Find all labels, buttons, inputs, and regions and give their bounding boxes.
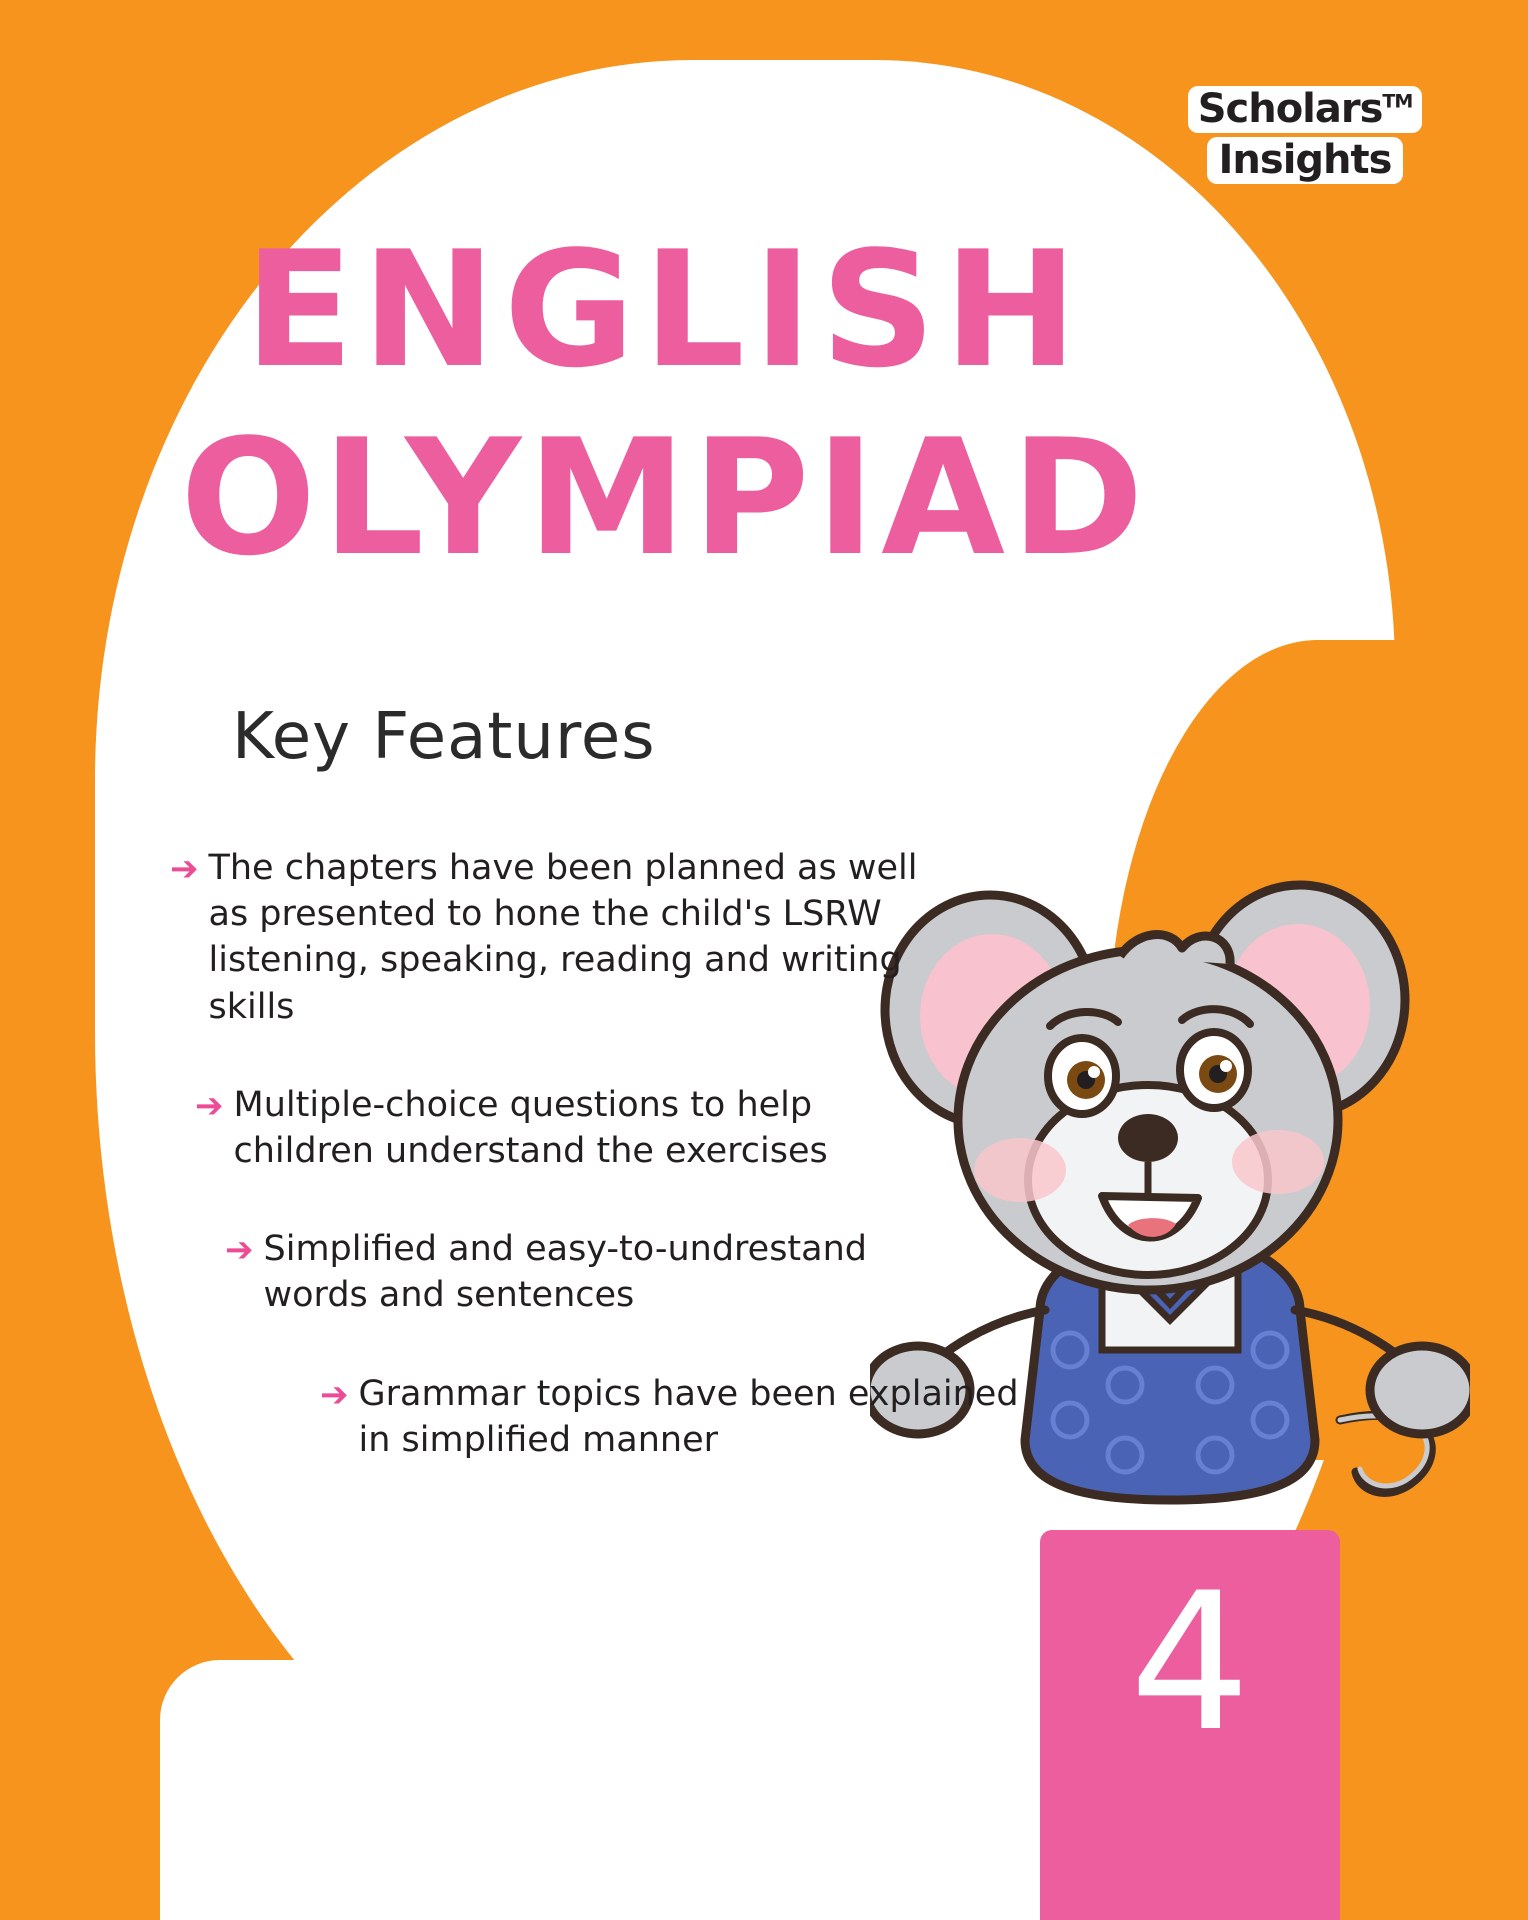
- cover-title: [0, 216, 1330, 591]
- brand-logo-line1: [1188, 86, 1423, 133]
- trademark-symbol: TM: [1382, 90, 1413, 113]
- list-item: [170, 845, 960, 1030]
- arrow-right-icon: ➔: [320, 1375, 349, 1414]
- feature-text: The chapters have been planned as well as presented to hone the child's LSRW listening, speaking, reading and writing skills: [208, 848, 918, 1027]
- feature-text: Grammar topics have been explained in simplified manner: [358, 1373, 1019, 1460]
- list-item: [195, 1082, 955, 1174]
- title-line-1: ENGLISH: [244, 216, 1086, 403]
- feature-text: Simplified and easy-to-undrestand words and sentences: [263, 1229, 867, 1316]
- arrow-right-icon: ➔: [195, 1086, 224, 1125]
- list-item: [320, 1371, 1020, 1463]
- title-line-2: OLYMPIAD: [180, 404, 1150, 591]
- feature-text: Multiple-choice questions to help children understand the exercises: [233, 1084, 828, 1171]
- key-features-list: [0, 845, 1019, 1515]
- grade-number: 4: [1129, 1552, 1251, 1773]
- brand-logo: [1170, 86, 1440, 184]
- brand-logo-line2: Insights: [1207, 137, 1404, 184]
- key-features-heading: Key Features: [232, 700, 656, 774]
- list-item: [225, 1226, 965, 1318]
- brand-logo-line1-text: Scholars: [1197, 86, 1383, 132]
- arrow-right-icon: ➔: [170, 850, 199, 888]
- arrow-right-icon: ➔: [225, 1231, 254, 1270]
